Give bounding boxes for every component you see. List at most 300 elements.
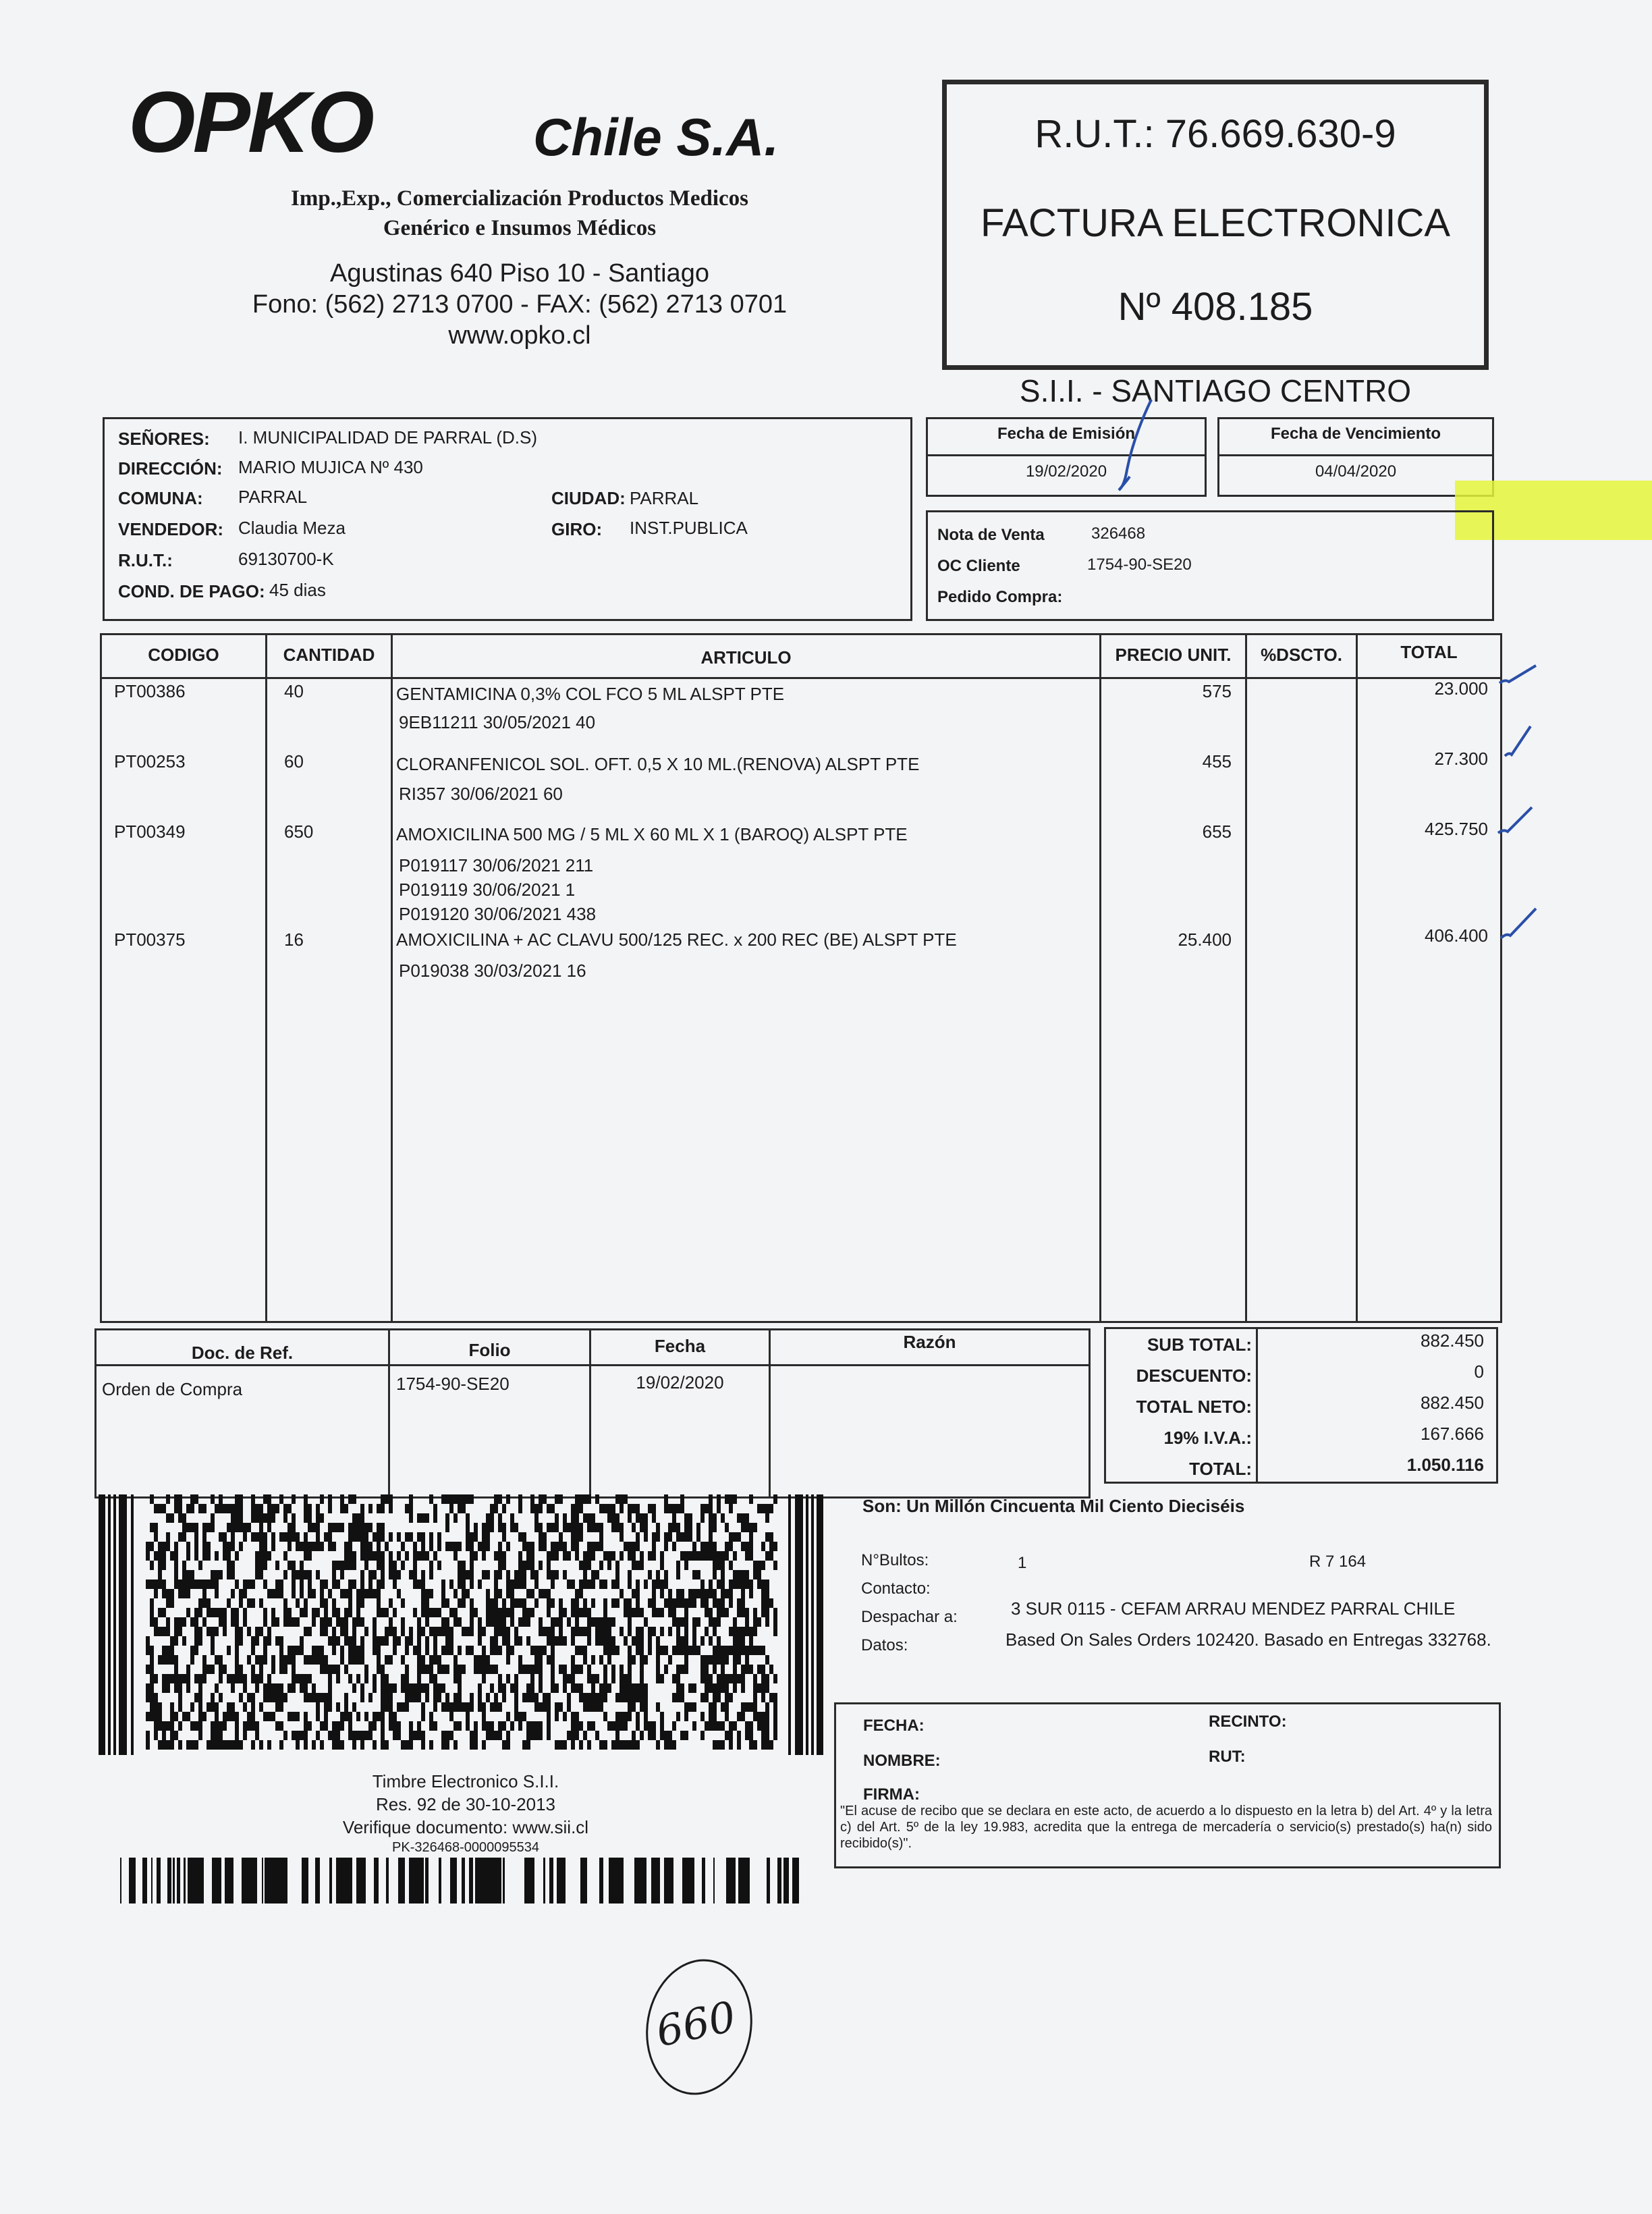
barcode-module <box>251 1504 255 1513</box>
barcode-module <box>522 1665 526 1674</box>
barcode-module <box>421 1513 425 1523</box>
barcode-module <box>174 1731 178 1740</box>
barcode-module <box>453 1693 458 1702</box>
descuento-label: DESCUENTO: <box>1136 1366 1252 1386</box>
barcode-module <box>741 1683 745 1693</box>
barcode-module <box>433 1551 437 1561</box>
barcode-module <box>154 1617 158 1627</box>
barcode-module <box>150 1494 154 1504</box>
barcode-module <box>227 1740 231 1750</box>
barcode-module <box>445 1740 449 1750</box>
barcode-module <box>219 1731 223 1740</box>
barcode-module <box>478 1702 482 1712</box>
barcode-module <box>761 1721 765 1731</box>
barcode-module <box>405 1665 409 1674</box>
barcode-module <box>409 1721 413 1731</box>
barcode-module <box>393 1570 397 1580</box>
barcode-module <box>628 1665 632 1674</box>
barcode-module <box>603 1646 607 1655</box>
barcode-module <box>429 1655 433 1665</box>
barcode-module <box>636 1636 640 1646</box>
barcode-module <box>664 1665 668 1674</box>
barcode-module <box>632 1542 636 1551</box>
barcode-module <box>275 1617 279 1627</box>
barcode-module <box>753 1740 757 1750</box>
barcode-module <box>705 1693 709 1702</box>
barcode-module <box>279 1693 283 1702</box>
barcode-module <box>287 1712 292 1721</box>
barcode-module <box>539 1665 543 1674</box>
barcode-module <box>215 1608 219 1617</box>
barcode-module <box>632 1561 636 1570</box>
barcode-module <box>364 1542 368 1551</box>
barcode-module <box>713 1598 717 1608</box>
barcode-module <box>300 1683 304 1693</box>
barcode-module <box>636 1740 640 1750</box>
barcode-module <box>255 1636 259 1646</box>
barcode-module <box>620 1683 624 1693</box>
barcode-module <box>713 1693 717 1702</box>
barcode-module <box>518 1721 522 1731</box>
barcode-module <box>611 1721 615 1731</box>
items-header-divider <box>102 677 1500 679</box>
barcode-module <box>713 1712 717 1721</box>
barcode-module <box>478 1542 482 1551</box>
barcode-module <box>287 1646 292 1655</box>
barcode-module <box>611 1504 615 1513</box>
barcode-module <box>563 1674 567 1683</box>
barcode-module <box>486 1542 490 1551</box>
timbre-line-2: Res. 92 de 30-10-2013 <box>376 1794 555 1814</box>
barcode-module <box>223 1712 227 1721</box>
barcode-module <box>417 1551 421 1561</box>
barcode-bar <box>690 1858 694 1904</box>
barcode-module <box>312 1523 316 1532</box>
barcode-module <box>154 1627 158 1636</box>
barcode-module <box>587 1494 591 1504</box>
barcode-module <box>150 1655 154 1665</box>
barcode-module <box>644 1655 648 1665</box>
barcode-module <box>587 1721 591 1731</box>
barcode-module <box>680 1504 684 1513</box>
barcode-module <box>615 1561 620 1570</box>
barcode-module <box>474 1551 478 1561</box>
company-web: www.opko.cl <box>448 321 591 350</box>
barcode-module <box>292 1731 296 1740</box>
barcode-module <box>206 1740 211 1750</box>
barcode-module <box>705 1551 709 1561</box>
barcode-module <box>700 1598 705 1608</box>
barcode-module <box>170 1712 174 1721</box>
barcode-module <box>737 1532 741 1542</box>
barcode-module <box>628 1655 632 1665</box>
barcode-module <box>320 1542 324 1551</box>
barcode-module <box>620 1665 624 1674</box>
barcode-module <box>607 1636 611 1646</box>
item-code: PT00386 <box>114 681 186 701</box>
barcode-module <box>235 1608 239 1617</box>
barcode-module <box>211 1731 215 1740</box>
barcode-module <box>620 1693 624 1702</box>
barcode-bar <box>409 1858 414 1904</box>
barcode-module <box>304 1598 308 1608</box>
barcode-module <box>381 1683 385 1693</box>
barcode-module <box>603 1665 607 1674</box>
barcode-module <box>433 1636 437 1646</box>
barcode-module <box>563 1636 567 1646</box>
barcode-module <box>595 1542 599 1551</box>
barcode-module <box>502 1551 506 1561</box>
barcode-module <box>251 1646 255 1655</box>
barcode-module <box>182 1561 186 1570</box>
barcode-module <box>453 1702 458 1712</box>
barcode-module <box>709 1542 713 1551</box>
barcode-module <box>494 1598 498 1608</box>
barcode-module <box>271 1589 275 1598</box>
barcode-module <box>692 1721 696 1731</box>
barcode-module <box>700 1655 705 1665</box>
barcode-module <box>611 1598 615 1608</box>
barcode-module <box>449 1636 453 1646</box>
barcode-module <box>324 1598 328 1608</box>
item-price: 655 <box>1202 821 1232 842</box>
barcode-module <box>648 1504 652 1513</box>
barcode-module <box>344 1665 348 1674</box>
check-mark-2 <box>1505 726 1531 756</box>
barcode-bar <box>265 1858 267 1904</box>
barcode-module <box>725 1702 729 1712</box>
barcode-module <box>433 1513 437 1523</box>
barcode-module <box>340 1561 344 1570</box>
barcode-module <box>502 1523 506 1532</box>
barcode-module <box>445 1646 449 1655</box>
barcode-module <box>166 1646 170 1655</box>
barcode-module <box>575 1617 579 1627</box>
barcode-module <box>433 1674 437 1683</box>
barcode-module <box>583 1693 587 1702</box>
barcode-module <box>324 1617 328 1627</box>
barcode-module <box>482 1702 486 1712</box>
barcode-module <box>352 1523 356 1532</box>
barcode-bar <box>599 1858 603 1904</box>
barcode-module <box>449 1608 453 1617</box>
barcode-module <box>514 1523 518 1532</box>
barcode-module <box>231 1513 235 1523</box>
barcode-module <box>741 1646 745 1655</box>
barcode-module <box>632 1504 636 1513</box>
barcode-module <box>385 1702 389 1712</box>
barcode-module <box>239 1504 243 1513</box>
barcode-module <box>559 1608 563 1617</box>
barcode-module <box>162 1580 166 1589</box>
barcode-module <box>340 1589 344 1598</box>
barcode-module <box>413 1561 417 1570</box>
barcode-module <box>377 1523 381 1532</box>
barcode-module <box>510 1523 514 1532</box>
barcode-module <box>174 1504 178 1513</box>
barcode-module <box>231 1542 235 1551</box>
barcode-module <box>332 1598 336 1608</box>
barcode-module <box>373 1627 377 1636</box>
barcode-module <box>721 1513 725 1523</box>
barcode-module <box>591 1551 595 1561</box>
barcode-module <box>709 1494 713 1504</box>
docref-header-razon: Razón <box>903 1332 956 1352</box>
barcode-module <box>381 1580 385 1589</box>
document-id-box <box>942 80 1489 370</box>
barcode-module <box>620 1551 624 1561</box>
barcode-module <box>745 1608 749 1617</box>
barcode-module <box>660 1580 664 1589</box>
barcode-module <box>206 1702 211 1712</box>
barcode-module <box>688 1513 692 1523</box>
barcode-module <box>154 1551 158 1561</box>
barcode-module <box>628 1693 632 1702</box>
barcode-module <box>170 1702 174 1712</box>
barcode-module <box>445 1693 449 1702</box>
barcode-module <box>583 1731 587 1740</box>
rut-label: R.U.T.: <box>118 550 173 570</box>
barcode-module <box>377 1542 381 1551</box>
barcode-module <box>356 1655 360 1665</box>
barcode-module <box>482 1665 486 1674</box>
barcode-module <box>445 1598 449 1608</box>
barcode-module <box>235 1504 239 1513</box>
barcode-module <box>729 1532 733 1542</box>
barcode-module <box>713 1523 717 1532</box>
barcode-module <box>385 1693 389 1702</box>
item-code: PT00349 <box>114 821 186 842</box>
barcode-module <box>684 1523 688 1532</box>
barcode-bar <box>634 1858 636 1904</box>
barcode-module <box>753 1674 757 1683</box>
barcode-module <box>632 1636 636 1646</box>
barcode-module <box>664 1580 668 1589</box>
barcode-module <box>312 1693 316 1702</box>
barcode-module <box>591 1683 595 1693</box>
barcode-module <box>490 1683 494 1693</box>
barcode-module <box>530 1542 534 1551</box>
barcode-module <box>470 1627 474 1636</box>
barcode-module <box>445 1523 449 1532</box>
barcode-module <box>741 1674 745 1683</box>
barcode-module <box>251 1494 255 1504</box>
barcode-module <box>194 1532 198 1542</box>
barcode-bar <box>129 1858 131 1904</box>
barcode-module <box>518 1598 522 1608</box>
barcode-module <box>373 1532 377 1542</box>
barcode-module <box>640 1665 644 1674</box>
barcode-module <box>518 1551 522 1561</box>
barcode-module <box>251 1532 255 1542</box>
barcode-module <box>522 1561 526 1570</box>
barcode-module <box>773 1674 777 1683</box>
barcode-module <box>385 1627 389 1636</box>
barcode-module <box>186 1542 190 1551</box>
barcode-module <box>360 1598 364 1608</box>
barcode-module <box>684 1598 688 1608</box>
barcode-module <box>320 1740 324 1750</box>
barcode-module <box>595 1617 599 1627</box>
barcode-module <box>146 1551 150 1561</box>
barcode-module <box>688 1532 692 1542</box>
barcode-module <box>514 1693 518 1702</box>
item-row-3 <box>102 821 1500 927</box>
barcode-module <box>312 1589 316 1598</box>
barcode-module <box>636 1598 640 1608</box>
barcode-module <box>620 1532 624 1542</box>
barcode-module <box>304 1683 308 1693</box>
barcode-module <box>215 1683 219 1693</box>
barcode-module <box>304 1655 308 1665</box>
barcode-module <box>462 1570 466 1580</box>
barcode-module <box>510 1721 514 1731</box>
barcode-module <box>717 1636 721 1646</box>
barcode-module <box>494 1693 498 1702</box>
barcode-bar <box>302 1858 304 1904</box>
barcode-module <box>255 1731 259 1740</box>
barcode-module <box>292 1665 296 1674</box>
barcode-module <box>773 1731 777 1740</box>
barcode-module <box>385 1608 389 1617</box>
barcode-module <box>259 1513 263 1523</box>
barcode-module <box>660 1627 664 1636</box>
barcode-module <box>437 1693 441 1702</box>
barcode-module <box>219 1665 223 1674</box>
barcode-module <box>494 1646 498 1655</box>
barcode-module <box>243 1674 247 1683</box>
barcode-module <box>255 1551 259 1561</box>
barcode-module <box>470 1646 474 1655</box>
barcode-module <box>235 1627 239 1636</box>
barcode-module <box>348 1589 352 1598</box>
barcode-module <box>178 1504 182 1513</box>
barcode-module <box>773 1702 777 1712</box>
barcode-module <box>263 1617 267 1627</box>
barcode-module <box>263 1580 267 1589</box>
barcode-module <box>680 1494 684 1504</box>
barcode-module <box>555 1636 559 1646</box>
barcode-module <box>401 1674 405 1683</box>
barcode-module <box>401 1655 405 1665</box>
barcode-module <box>393 1646 397 1655</box>
barcode-module <box>421 1627 425 1636</box>
barcode-module <box>300 1608 304 1617</box>
barcode-module <box>526 1693 530 1702</box>
barcode-module <box>672 1674 676 1683</box>
barcode-module <box>381 1504 385 1513</box>
barcode-module <box>668 1627 672 1636</box>
barcode-module <box>259 1598 263 1608</box>
barcode-module <box>413 1551 417 1561</box>
barcode-module <box>304 1712 308 1721</box>
barcode-module <box>644 1712 648 1721</box>
barcode-module <box>628 1683 632 1693</box>
barcode-module <box>571 1674 575 1683</box>
despachar-label: Despachar a: <box>861 1608 958 1626</box>
barcode-module <box>644 1523 648 1532</box>
barcode-module <box>599 1683 603 1693</box>
barcode-module <box>352 1636 356 1646</box>
barcode-module <box>506 1608 510 1617</box>
barcode-module <box>292 1712 296 1721</box>
barcode-module <box>486 1589 490 1598</box>
barcode-module <box>721 1589 725 1598</box>
barcode-module <box>486 1570 490 1580</box>
barcode-module <box>348 1542 352 1551</box>
barcode-module <box>664 1731 668 1740</box>
barcode-module <box>441 1598 445 1608</box>
barcode-module <box>445 1542 449 1551</box>
barcode-module <box>425 1551 429 1561</box>
barcode-module <box>231 1712 235 1721</box>
barcode-module <box>162 1721 166 1731</box>
barcode-module <box>178 1589 182 1598</box>
barcode-module <box>636 1683 640 1693</box>
barcode-module <box>332 1608 336 1617</box>
barcode-module <box>429 1721 433 1731</box>
barcode-bar <box>651 1858 655 1904</box>
barcode-bar <box>617 1858 622 1904</box>
barcode-module <box>745 1665 749 1674</box>
barcode-module <box>304 1721 308 1731</box>
barcode-module <box>198 1627 202 1636</box>
barcode-module <box>389 1721 393 1731</box>
barcode-module <box>194 1674 198 1683</box>
barcode-module <box>709 1608 713 1617</box>
barcode-module <box>332 1740 336 1750</box>
totals-box <box>1104 1327 1498 1484</box>
item-row-2 <box>102 751 1500 819</box>
barcode-module <box>676 1589 680 1598</box>
barcode-module <box>283 1598 287 1608</box>
barcode-module <box>721 1608 725 1617</box>
barcode-module <box>514 1702 518 1712</box>
barcode-bar <box>196 1858 200 1904</box>
barcode-module <box>599 1655 603 1665</box>
timbre-2d-barcode <box>99 1494 823 1755</box>
barcode-module <box>336 1702 340 1712</box>
barcode-module <box>656 1646 660 1655</box>
pen-stroke-emision <box>1107 396 1161 497</box>
barcode-module <box>352 1494 356 1504</box>
barcode-module <box>174 1712 178 1721</box>
barcode-module <box>267 1494 271 1504</box>
ciudad-label: CIUDAD: <box>551 488 626 508</box>
barcode-module <box>401 1740 405 1750</box>
barcode-module <box>737 1646 741 1655</box>
barcode-module <box>186 1740 190 1750</box>
barcode-module <box>676 1561 680 1570</box>
barcode-module <box>486 1598 490 1608</box>
barcode-module <box>287 1683 292 1693</box>
barcode-module <box>547 1589 551 1598</box>
barcode-module <box>733 1580 737 1589</box>
barcode-module <box>539 1523 543 1532</box>
barcode-module <box>373 1712 377 1721</box>
barcode-module <box>158 1580 162 1589</box>
barcode-module <box>227 1646 231 1655</box>
barcode-module <box>741 1542 745 1551</box>
barcode-module <box>304 1570 308 1580</box>
item-lot: RI357 30/06/2021 60 <box>399 784 563 804</box>
barcode-module <box>498 1674 502 1683</box>
barcode-module <box>660 1712 664 1721</box>
barcode-module <box>352 1627 356 1636</box>
barcode-module <box>174 1580 178 1589</box>
barcode-module <box>506 1580 510 1589</box>
barcode-module <box>340 1504 344 1513</box>
